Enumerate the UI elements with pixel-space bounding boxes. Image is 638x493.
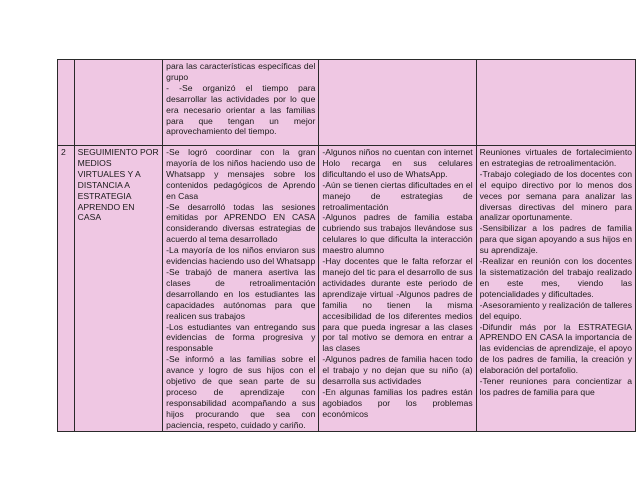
document-table [57, 59, 636, 432]
cell-paragraph: -Aún se tienen ciertas dificultades en el manejo de estrategias de retroalimentación [322, 179, 473, 212]
table-row-continuation [58, 60, 636, 146]
proposals-cell [476, 60, 635, 146]
cell-paragraph: -Sensibilizar a los padres de familia para que sigan apoyando a sus hijos en su aprendizaje. [479, 223, 632, 256]
cell-paragraph: -Trabajo colegiado de los docentes con el equipo directivo por lo menos dos veces por semana para analizar las diversas directivas del minero para analizar oportunamente. [479, 168, 632, 223]
cell-paragraph: - -Se organizó el tiempo para desarrollar las actividades por lo que era necesario orientar a las familias para que tengan un mejor aprovechamiento del tiempo. [166, 82, 316, 137]
cell-paragraph: -Se trabajó de manera asertiva las clases de retroalimentación desarrollando en los estudiantes las capacidades autónomas para que realicen sus trabajos [166, 266, 316, 321]
row-number-cell: 2 [58, 146, 75, 432]
cell-paragraph: -Los estudiantes van entregando sus evidencias de forma progresiva y responsable [166, 321, 316, 354]
cell-paragraph: -La mayoría de los niños enviaron sus evidencias haciendo uso del Whatsapp [166, 245, 316, 267]
row-title-cell [74, 60, 163, 146]
achievements-cell [163, 60, 319, 146]
difficulties-cell [319, 146, 476, 432]
difficulties-cell [319, 60, 476, 146]
cell-paragraph: -Se desarrolló todas las sesiones emitidas por APRENDO EN CASA considerando diversas estrategias de acuerdo al tema desarrollado [166, 201, 316, 245]
cell-paragraph: -Algunos padres de familia estaba cubriendo sus trabajos llevándose sus celulares lo que dificulta la interacción maestro alumno [322, 212, 473, 256]
cell-paragraph: -Se logró coordinar con la gran mayoría de los niños haciendo uso de Whatsapp y mensajes sobre los contenidos pedagógicos de Aprendo en Casa [166, 147, 316, 201]
table-row-main [58, 146, 636, 432]
cell-paragraph: -En algunas familias los padres están agobiados por los problemas económicos [322, 386, 473, 419]
cell-paragraph: para las características específicas del grupo [166, 61, 316, 82]
cell-paragraph: -Difundir más por la ESTRATEGIA APRENDO EN CASA la importancia de las evidencias de aprendizaje, el apoyo de los padres de familia, la creación y elaboración del portafolio. [479, 321, 632, 376]
cell-paragraph: Reuniones virtuales de fortalecimiento en estrategias de retroalimentación. [479, 147, 632, 168]
cell-paragraph: -Algunos padres de familia hacen todo el trabajo y no dejan que su niño (a) desarrolla sus actividades [322, 354, 473, 387]
cell-paragraph: -Asesoramiento y realización de talleres del equipo. [479, 299, 632, 321]
cell-paragraph: -Realizar en reunión con los docentes la sistematización del trabajo realizado en este mes, viendo las potencialidades y dificultades. [479, 256, 632, 299]
achievements-cell [163, 146, 319, 432]
cell-paragraph: -Se informó a las familias sobre el avance y logro de sus hijos con el objetivo de que sean parte de su proceso de aprendizaje con responsabilidad acompañando a sus hijos procurando que sea con paciencia, respeto, cuidado y cariño. [166, 354, 316, 430]
cell-paragraph: -Hay docentes que le falta reforzar el manejo del tic para el desarrollo de sus actividades durante este periodo de aprendizaje virtual -Algunos padres de familia no tienen la misma accesibilidad de los diferentes medios para que pueda ingresar a las clases por tal motivo se demora en entrar a las clases [322, 256, 473, 354]
cell-paragraph: -Algunos niños no cuentan con internet Holo recarga en sus celulares dificultando el uso de WhatsApp. [322, 147, 473, 179]
row-title-cell: SEGUIMIENTO POR MEDIOS VIRTUALES Y A DISTANCIA A ESTRATEGIA APRENDO EN CASA [74, 146, 163, 432]
proposals-cell [476, 146, 635, 432]
row-number-cell [58, 60, 75, 146]
cell-paragraph: -Tener reuniones para concientizar a los padres de familia para que [479, 376, 632, 397]
